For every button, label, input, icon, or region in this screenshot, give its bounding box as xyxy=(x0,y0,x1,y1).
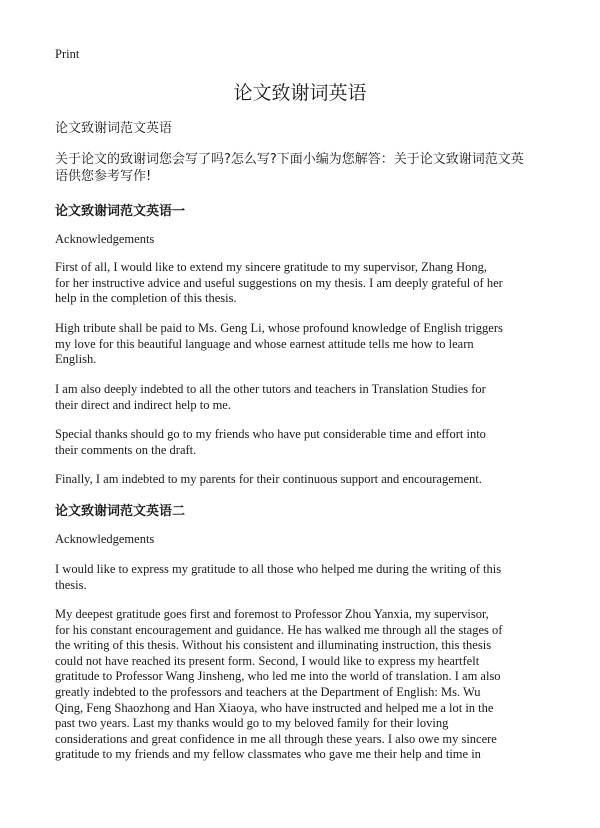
page-title: 论文致谢词英语 xyxy=(233,82,367,104)
text-line: I am also deeply indebted to all the other tutors and teachers in Translation Studies for xyxy=(55,382,486,396)
text-line: I would like to express my gratitude to all those who helped me during the writing of this xyxy=(55,562,502,576)
text-line: considerations and great confidence in me all through these years. I also owe my sincere xyxy=(55,731,497,746)
text-line: Special thanks should go to my friends who have put considerable time and effort into xyxy=(55,427,486,441)
text-line: gratitude to my friends and my fellow classmates who gave me their help and time in xyxy=(55,747,481,762)
paragraph xyxy=(55,562,501,593)
text-line: High tribute shall be paid to Ms. Geng Li, whose profound knowledge of English triggers xyxy=(55,321,503,335)
text-line: their direct and indirect help to me. xyxy=(55,397,231,412)
text-line: greatly indebted to the professors and teachers at the Department of English: Ms. Wu xyxy=(55,684,481,699)
paragraph xyxy=(55,321,503,368)
section-heading-1: 论文致谢词范文英语一 xyxy=(55,204,186,219)
paragraph xyxy=(55,607,502,763)
text-line: 关于论文的致谢词您会写了吗?怎么写?下面小编为您解答：关于论文致谢词范文英 xyxy=(55,152,524,167)
paragraph xyxy=(55,260,503,307)
text-line: for his constant encouragement and guidance. He has walked me through all the stages of xyxy=(55,622,503,637)
text-line: Qing, Feng Shaozhong and Han Xiaoya, who have instructed and helped me a lot in the xyxy=(55,700,494,715)
text-line: English. xyxy=(55,352,97,367)
section-label: Acknowledgements xyxy=(55,232,155,246)
text-line: their comments on the draft. xyxy=(55,442,197,457)
text-line: thesis. xyxy=(55,577,87,592)
paragraph xyxy=(55,382,486,413)
text-line: help in the completion of this thesis. xyxy=(55,291,237,306)
paragraph xyxy=(55,472,482,488)
text-line: Finally, I am indebted to my parents for their continuous support and encouragement. xyxy=(55,472,482,486)
text-line: gratitude to Professor Wang Jinsheng, who led me into the world of translation. I am also xyxy=(55,669,501,684)
section-heading-2: 论文致谢词范文英语二 xyxy=(55,504,186,519)
intro-paragraph xyxy=(55,151,524,185)
text-line: past two years. Last my thanks would go to my beloved family for their loving xyxy=(55,716,449,731)
text-line: First of all, I would like to extend my sincere gratitude to my supervisor, Zhang Hong, xyxy=(55,260,488,274)
text-line: could not have reached its present form. Second, I would like to express my heartfelt xyxy=(55,653,480,668)
text-line: my love for this beautiful language and whose earnest attitude tells me how to learn xyxy=(55,336,474,351)
text-line: for her instructive advice and useful suggestions on my thesis. I am deeply grateful of her xyxy=(55,275,503,290)
text-line: the writing of this thesis. Without his consistent and illuminating instruction, this thesis xyxy=(55,638,492,653)
paragraph xyxy=(55,427,486,458)
subtitle: 论文致谢词范文英语 xyxy=(55,121,173,136)
text-line: 语供您参考写作! xyxy=(55,169,152,184)
section-label: Acknowledgements xyxy=(55,532,155,546)
print-link[interactable]: Print xyxy=(55,47,80,61)
text-line: My deepest gratitude goes first and foremost to Professor Zhou Yanxia, my supervisor, xyxy=(55,607,489,621)
